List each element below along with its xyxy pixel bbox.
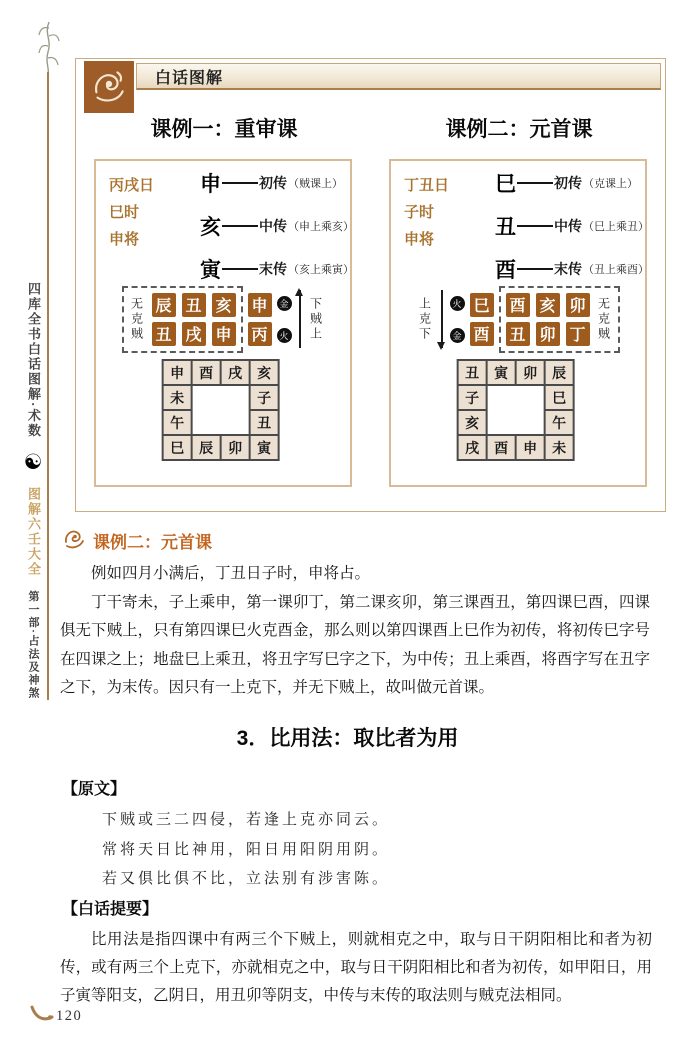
lesson-cell: 丙 — [248, 322, 272, 346]
lesson-cell: 戌 — [182, 322, 206, 346]
lesson-cell: 丑 — [152, 322, 176, 346]
square-center — [193, 386, 249, 434]
branch-char: 巳 — [495, 173, 516, 196]
branch-cell: 申 — [164, 361, 191, 384]
transmission-label: 初传 — [259, 177, 287, 192]
day-line: 丁丑日 — [404, 177, 450, 194]
element-circles — [450, 296, 465, 343]
branch-cell: 子 — [251, 386, 278, 409]
transmission-label: 中传 — [554, 220, 582, 235]
branch-cell: 未 — [546, 436, 573, 459]
lesson-column — [536, 293, 560, 346]
branch-cell: 丑 — [459, 361, 486, 384]
day-line: 丙戌日 — [109, 177, 155, 194]
summary-body — [60, 926, 652, 1010]
middle-transmission-row — [200, 214, 354, 238]
element-circles — [277, 296, 292, 343]
transmission-note: （申上乘亥） — [288, 221, 354, 233]
branch-cell: 辰 — [193, 436, 220, 459]
branch-cell: 午 — [164, 411, 191, 434]
section-body — [60, 560, 650, 703]
panel-title-lesson-one: 课例一：重审课 — [150, 118, 298, 141]
transmission-note: （巳上乘丑） — [583, 221, 649, 233]
no-overcome-dashed-box — [499, 286, 620, 353]
element-circle-fire: 火 — [450, 296, 465, 311]
branch-cell: 未 — [164, 386, 191, 409]
verse-line: 下贼或三二四侵，若逢上克亦同云。 — [102, 812, 391, 828]
relation-label: 下贼上 — [308, 296, 323, 342]
first-lesson-column — [470, 293, 494, 346]
lesson-cell: 辰 — [152, 293, 176, 317]
page-footer — [30, 1004, 82, 1029]
branch-cell: 巳 — [164, 436, 191, 459]
initial-transmission-row — [200, 171, 354, 195]
hour-line: 子时 — [404, 204, 435, 221]
lesson-cell: 卯 — [536, 322, 560, 346]
four-lessons-diagram — [100, 281, 346, 357]
upward-arrow — [299, 290, 301, 348]
lesson-cell: 申 — [248, 293, 272, 317]
final-transmission-row — [200, 257, 354, 281]
first-lesson-column — [248, 293, 272, 346]
paragraph: 比用法是指四课中有两三个下贼上，则就相克之中，取与日干阴阳相比和者为初传，或有两三个上克下，亦就相克之中，取与日干阴阳相比和者为初传，如甲阳日，用子寅等阳支，乙阴日，用丑卯等阴支，中传与末传的取法则与贼克法相同。 — [60, 931, 652, 1004]
middle-transmission-row — [495, 214, 649, 238]
day-hour-general-lines — [404, 172, 449, 253]
dash-line — [222, 268, 258, 270]
dash-line — [517, 225, 553, 227]
lesson-cell: 亥 — [536, 293, 560, 317]
transmission-note: （丑上乘酉） — [583, 264, 649, 276]
no-overcome-label: 无克贼 — [596, 296, 611, 342]
branch-cell: 戌 — [222, 361, 249, 384]
branch-cell: 巳 — [546, 386, 573, 409]
dash-line — [517, 268, 553, 270]
lesson-column — [506, 293, 530, 346]
verse-line: 若又俱比俱不比，立法别有涉害陈。 — [102, 871, 391, 887]
branch-cell: 戌 — [459, 436, 486, 459]
branch-char: 申 — [200, 173, 221, 196]
lesson-cell: 丑 — [182, 293, 206, 317]
four-lessons-diagram — [395, 281, 641, 357]
branch-char: 酉 — [495, 259, 516, 282]
dash-line — [222, 225, 258, 227]
branch-cell: 丑 — [251, 411, 278, 434]
yinyang-icon: ☯ — [21, 449, 45, 476]
verse-line: 常将天日比神用，阳日用阳阴用阴。 — [102, 841, 391, 858]
transmission-label: 末传 — [259, 263, 287, 278]
lesson-cell: 申 — [212, 322, 236, 346]
branch-cell: 午 — [546, 411, 573, 434]
sidebar-rule — [47, 72, 49, 700]
branch-char: 丑 — [495, 216, 516, 239]
square-center — [488, 386, 544, 434]
figure-header-bar — [136, 63, 661, 90]
general-line: 申将 — [404, 231, 435, 248]
transmission-note: （亥上乘寅） — [288, 264, 354, 276]
leaf-sprig-icon — [36, 20, 62, 83]
general-line: 申将 — [109, 231, 140, 248]
dash-line — [517, 182, 553, 184]
lesson-column — [152, 293, 176, 346]
hour-line: 巳时 — [109, 204, 140, 221]
initial-transmission-row — [495, 171, 649, 195]
lesson-cell: 丑 — [506, 322, 530, 346]
page-number: 120 — [56, 1008, 83, 1024]
branch-cell: 酉 — [193, 361, 220, 384]
diagram-figure-box — [75, 58, 666, 512]
method-heading: 3．比用法：取比者为用 — [236, 727, 459, 750]
day-hour-general-lines — [109, 172, 154, 253]
downward-arrow — [441, 290, 443, 348]
lesson-cell: 巳 — [470, 293, 494, 317]
sidebar-vertical-text — [22, 282, 44, 700]
branch-cell: 子 — [459, 386, 486, 409]
earthly-branch-square — [162, 359, 280, 461]
panel-title-lesson-two: 课例二：元首课 — [445, 118, 593, 141]
header-badge — [84, 61, 134, 113]
transmission-label: 中传 — [259, 220, 287, 235]
branch-char: 寅 — [200, 259, 221, 282]
paragraph: 丁干寄未，子上乘申，第一课卯丁，第二课亥卯，第三课酉丑，第四课巳酉，四课俱无下贼上，只有第四课巳火克酉金，那么则以第四课酉上巳作为初传，将初传巳字号在四课之上；地盘巳上乘丑，将丑字写巳字之下，为中传；丑上乘酉，将酉字写在丑字之下，为末传。因只有一上克下，并无下贼上，故叫做元首课。 — [60, 593, 650, 696]
relation-label: 上克下 — [417, 296, 432, 342]
branch-cell: 寅 — [251, 436, 278, 459]
sidebar-book-title: 图解六壬大全 — [26, 486, 41, 577]
lesson-column — [182, 293, 206, 346]
branch-cell: 申 — [517, 436, 544, 459]
lesson-cell: 亥 — [212, 293, 236, 317]
dragon-icon — [62, 527, 86, 554]
transmission-note: （克课上） — [583, 178, 638, 190]
lesson-cell: 丁 — [566, 322, 590, 346]
lesson-cell: 酉 — [506, 293, 530, 317]
branch-cell: 亥 — [459, 411, 486, 434]
lesson-column — [212, 293, 236, 346]
transmission-note: （贼课上） — [288, 178, 343, 190]
summary-label: 【白话提要】 — [62, 901, 159, 918]
panel-lesson-two — [389, 159, 647, 487]
section-header — [62, 527, 212, 554]
element-circle-metal: 金 — [277, 296, 292, 311]
branch-cell: 辰 — [546, 361, 573, 384]
earthly-branch-square — [457, 359, 575, 461]
verse-block — [102, 806, 390, 895]
lesson-cell: 酉 — [470, 322, 494, 346]
figure-header-title: 白话图解 — [155, 69, 224, 87]
swash-icon — [30, 1004, 54, 1029]
dash-line — [222, 182, 258, 184]
lesson-cell: 卯 — [566, 293, 590, 317]
branch-cell: 卯 — [517, 361, 544, 384]
panel-lesson-one — [94, 159, 352, 487]
dragon-icon — [88, 64, 130, 111]
lesson-column — [566, 293, 590, 346]
branch-cell: 寅 — [488, 361, 515, 384]
sidebar-part-title: 第一部·占法及神煞 — [27, 590, 39, 700]
no-overcome-label: 无克贼 — [129, 296, 144, 342]
element-circle-fire: 火 — [277, 328, 292, 343]
transmission-label: 初传 — [554, 177, 582, 192]
original-text-label: 【原文】 — [62, 781, 127, 798]
sidebar-series-title: 四库全书白话图解·术数 — [26, 282, 41, 439]
final-transmission-row — [495, 257, 649, 281]
paragraph: 例如四月小满后，丁丑日子时，申将占。 — [91, 565, 371, 582]
branch-cell: 酉 — [488, 436, 515, 459]
branch-cell: 卯 — [222, 436, 249, 459]
branch-cell: 亥 — [251, 361, 278, 384]
element-circle-metal: 金 — [450, 328, 465, 343]
transmission-label: 末传 — [554, 263, 582, 278]
no-overcome-dashed-box — [122, 286, 243, 353]
section-title: 课例二：元首课 — [93, 533, 212, 552]
branch-char: 亥 — [200, 216, 221, 239]
